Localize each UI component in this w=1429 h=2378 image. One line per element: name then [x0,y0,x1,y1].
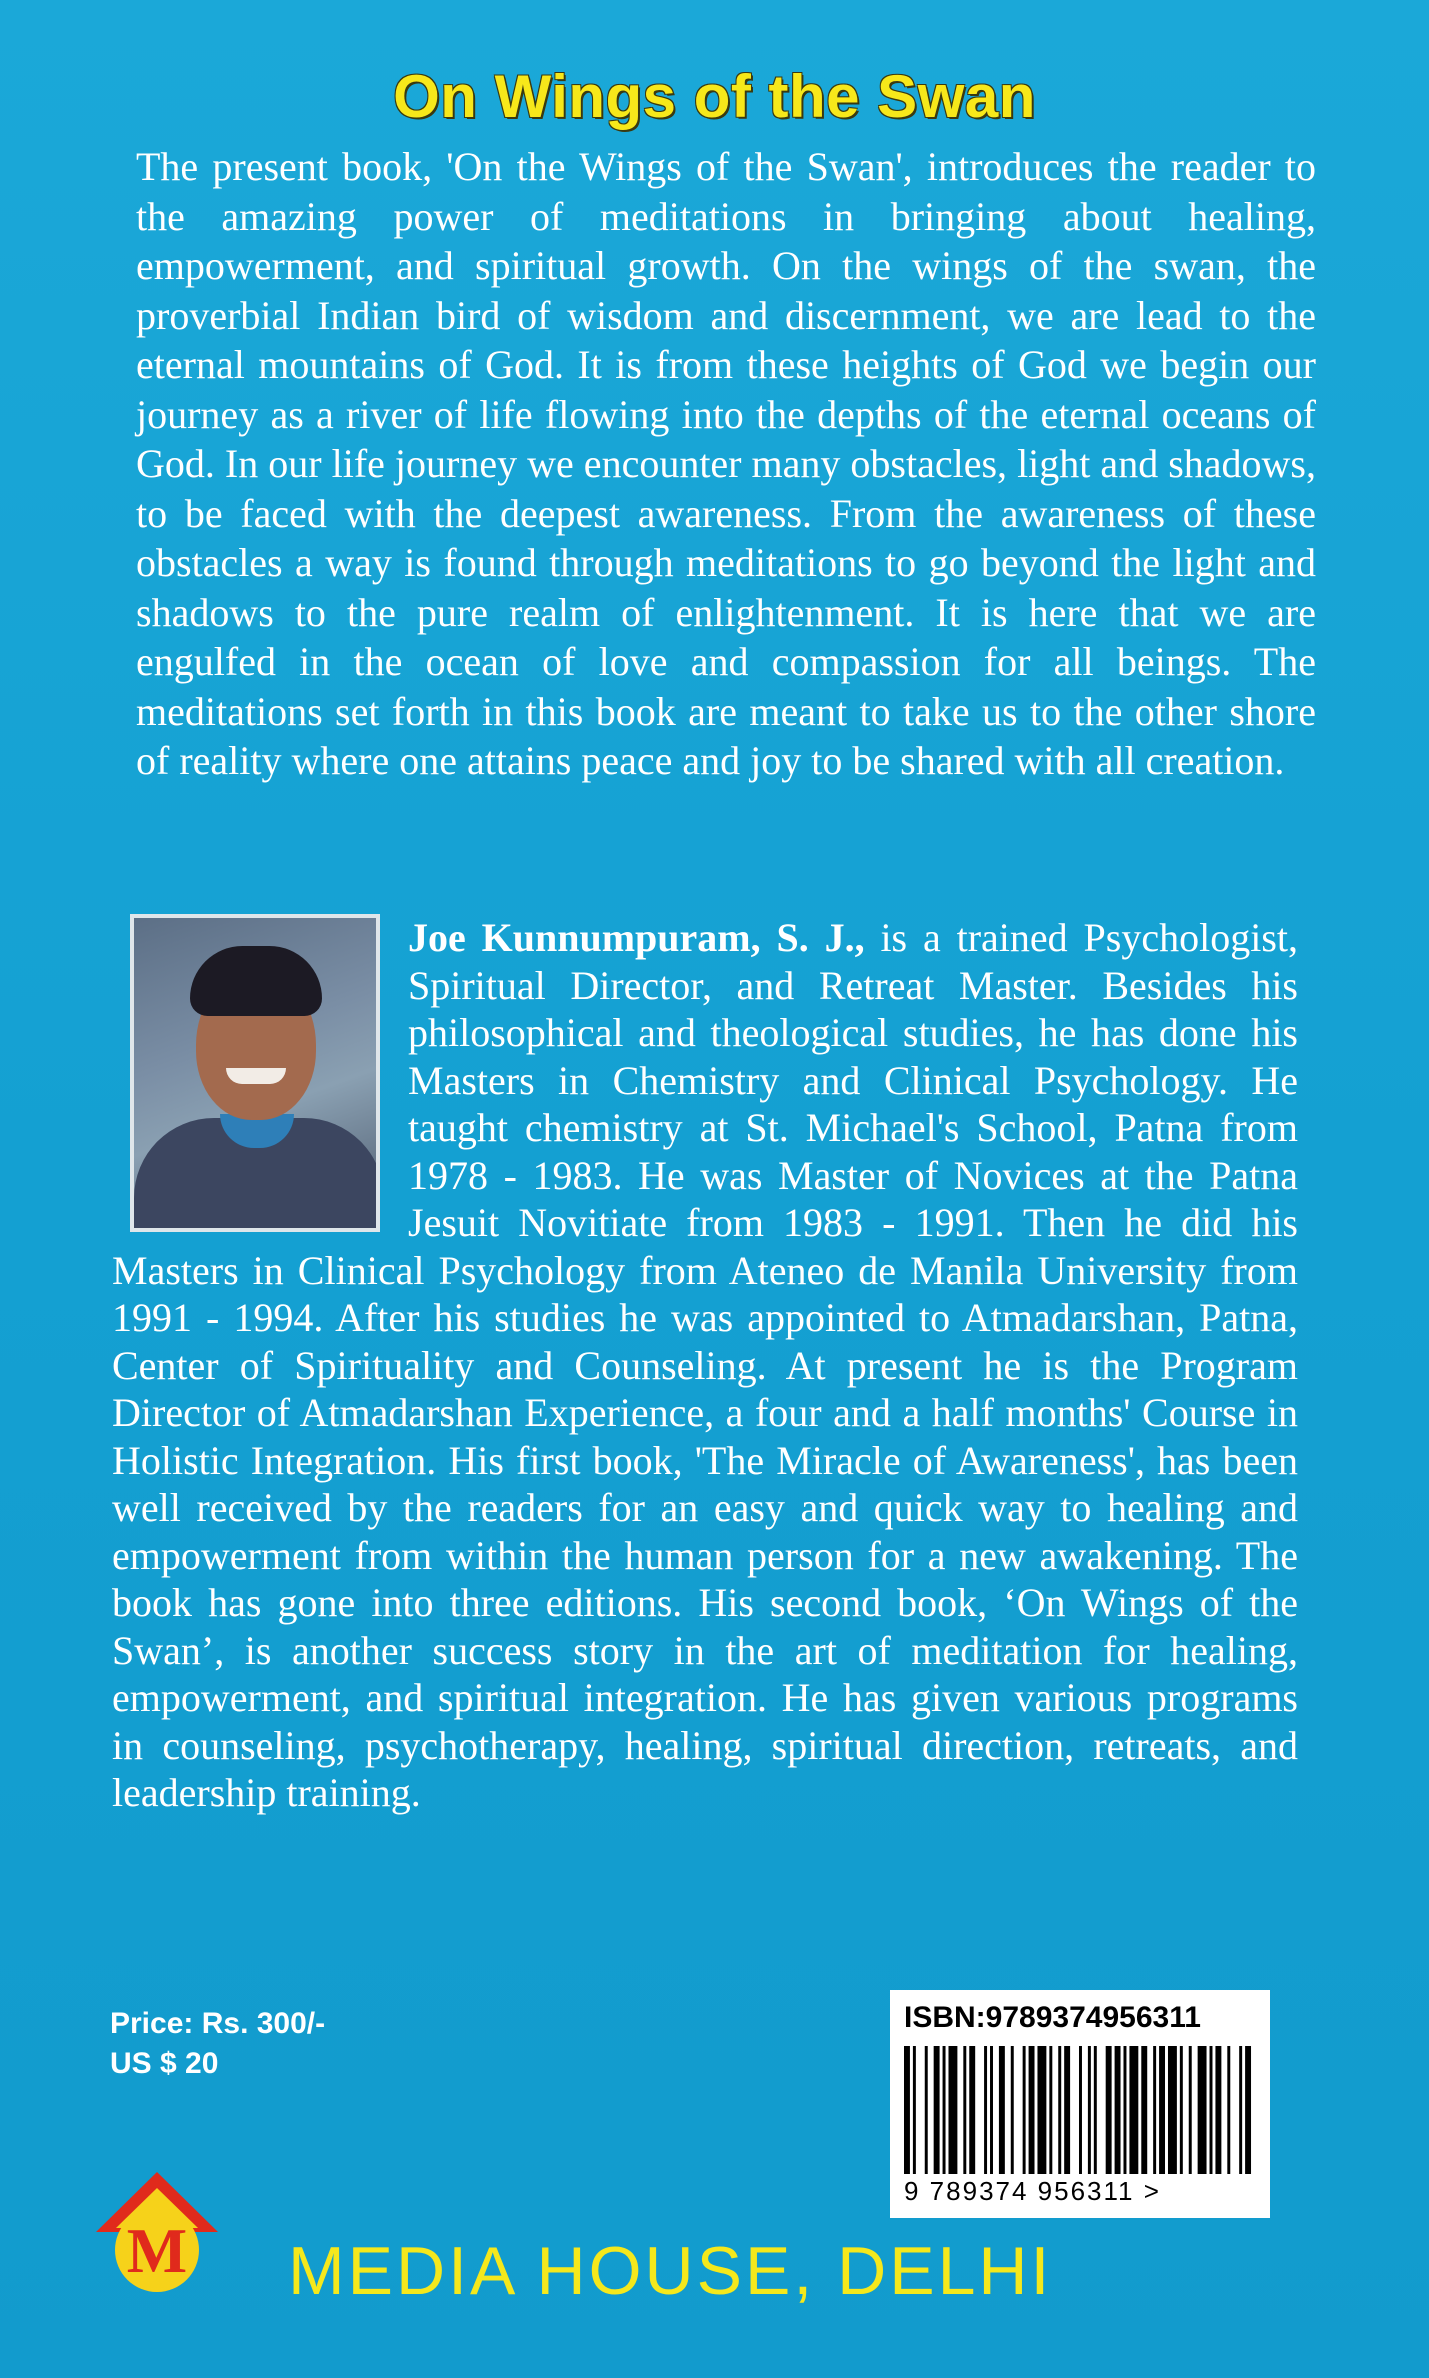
logo-letter: M [126,2215,188,2286]
publisher-logo [92,2168,222,2298]
barcode-bar [1023,2046,1026,2174]
price-usd: US $ 20 [110,2047,219,2080]
barcode-bar [969,2046,975,2174]
barcode-bar [1239,2046,1242,2174]
publisher-name: MEDIA HOUSE, DELHI [288,2233,1053,2309]
price-info [110,2004,325,2084]
barcode-bar [1064,2046,1070,2174]
book-title: On Wings of the Swan [393,63,1036,130]
barcode-bar [1037,2046,1046,2174]
barcode [904,2046,1254,2174]
author-name: Joe Kunnumpuram, S. J., [408,915,865,960]
barcode-bar [984,2046,987,2174]
barcode-bar [963,2046,966,2174]
author-bio: is a trained Psychologist, Spiritual Director, and Retreat Master. Besides his philosophical and theological studies, he has done his Masters in Chemistry and Clinical Psychology. He taught chemistry at St. Michael's School, Patna from 1978 - 1983. He was Master of Novices at the Patna Jesuit Novitiate from 1983 - 1991. Then he did his Masters in Clinical Psychology from Ateneo de Manila University from 1991 - 1994. After his studies he was appointed to Atmadarshan, Patna, Center of Spirituality and Counseling. At present he is the Program Director of Atmadarshan Experience, a four and a half months' Course in Holistic Integration. His first book, 'The Miracle of Awareness', has been well received by the readers for an easy and quick way to healing and empowerment from within the human person for a new awakening. The book has gone into three editions. His second book, ‘On Wings of the Swan’, is another success story in the art of meditation for healing, empowerment, and spiritual integration. He has given various programs in counseling, psychotherapy, healing, spiritual direction, retreats, and leadership training. [112,915,1298,1815]
barcode-bar [1094,2046,1097,2174]
isbn-digits: 9 789374 956311 > [904,2176,1161,2206]
barcode-bar [1215,2046,1221,2174]
barcode-bar [1159,2046,1165,2174]
barcode-bar [934,2046,940,2174]
barcode-bar [1088,2046,1091,2174]
barcode-bar [1227,2046,1230,2174]
book-description: The present book, 'On the Wings of the Swan', introduces the reader to the amazing power of meditations in bringing about healing, empowerment, and spiritual growth. On the wings of the swan, the proverbial Indian bird of wisdom and discernment, we are lead to the eternal mountains of God. It is from these heights of God we begin our journey as a river of life flowing into the depths of the eternal oceans of God. In our life journey we encounter many obstacles, light and shadows, to be faced with the deepest awareness. From the awareness of these obstacles a way is found through meditations to go beyond the light and shadows to the pure realm of enlightenment. It is here that we are engulfed in the ocean of love and compassion for all beings. The meditations set forth in this book are meant to take us to the other shore of reality where one attains peace and joy to be shared with all creation. [136,144,1316,783]
price-inr: Price: Rs. 300/- [110,2007,326,2040]
barcode-bar [1011,2046,1014,2174]
barcode-bar [1079,2046,1082,2174]
barcode-bar [1029,2046,1035,2174]
barcode-bar [1129,2046,1138,2174]
barcode-bar [1058,2046,1061,2174]
barcode-bar [1168,2046,1177,2174]
barcode-bar [1115,2046,1121,2174]
barcode-bar [1210,2046,1213,2174]
barcode-bar [943,2046,946,2174]
barcode-bar [1049,2046,1052,2174]
author-section [112,914,1298,1817]
barcode-bar [925,2046,928,2174]
barcode-bar [913,2046,916,2174]
barcode-bar [1153,2046,1156,2174]
barcode-bar [904,2046,910,2174]
isbn-label: ISBN:9789374956311 [904,2001,1201,2034]
barcode-bar [1141,2046,1147,2174]
barcode-bar [1106,2046,1112,2174]
barcode-bar [948,2046,957,2174]
barcode-bar [1198,2046,1207,2174]
barcode-bar [1245,2046,1251,2174]
barcode-bar [999,2046,1005,2174]
author-photo [130,914,380,1232]
barcode-bar [1189,2046,1192,2174]
isbn-barcode-box [890,1990,1270,2218]
barcode-bar [990,2046,993,2174]
barcode-bar [1123,2046,1126,2174]
barcode-bar [1180,2046,1183,2174]
